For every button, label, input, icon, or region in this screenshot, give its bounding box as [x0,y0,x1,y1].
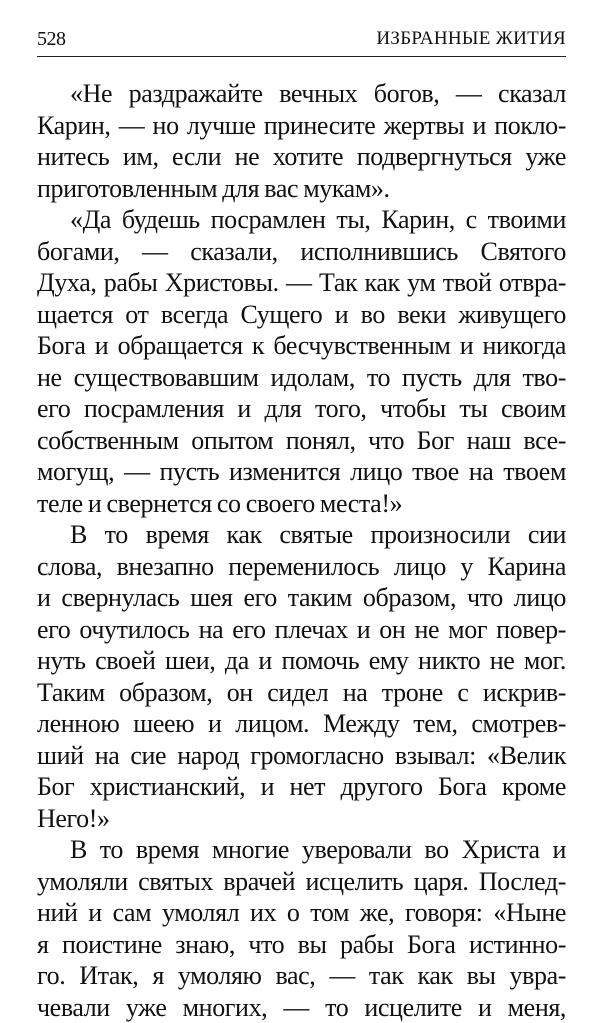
text-line: нитесь им, если не хотите подвергнуться уже [37,141,566,173]
text-line: его посрамления и для того, чтобы ты своим [37,393,566,425]
text-line: богами, — сказали, исполнившись Святого [37,236,566,268]
text-line: Бога и обращается к бесчувственным и никогда [37,330,566,362]
text-line: я поистине знаю, что вы рабы Бога истинно- [37,929,566,961]
text-line: собственным опытом понял, что Бог наш все- [37,425,566,457]
text-line: ний и сам умолял их о том же, говоря: «Ныне [37,897,566,929]
text-line: Бог христианский, и нет другого Бога кроме [37,771,566,803]
page-body [37,78,566,1023]
text-line: Него!» [37,803,566,835]
text-line: нуть своей шеи, да и помочь ему никто не мог. [37,645,566,677]
text-line: го. Итак, я умоляю вас, — так как вы увра- [37,960,566,992]
text-line: Таким образом, он сидел на троне с искрив- [37,677,566,709]
text-line: не существовавшим идолам, то пусть для тво- [37,362,566,394]
text-line: чевали уже многих, — то исцелите и меня, [37,992,566,1023]
running-title: ИЗБРАННЫЕ ЖИТИЯ [376,28,566,50]
text-line: ленною шеею и лицом. Между тем, смотрев- [37,708,566,740]
text-line: умоляли святых врачей исцелить царя. Послед- [37,866,566,898]
text-line: «Да будешь посрамлен ты, Карин, с твоими [37,204,566,236]
text-line: Духа, рабы Христовы. — Так как ум твой отвра- [37,267,566,299]
text-line: ший на сие народ громогласно взывал: «Велик [37,740,566,772]
page-number: 528 [37,28,66,51]
text-line: «Не раздражайте вечных богов, — сказал [37,78,566,110]
text-line: щается от всегда Сущего и во веки живущего [37,299,566,331]
text-line: теле и свернется со своего места!» [37,488,566,520]
text-line: Карин, — но лучше принесите жертвы и покло- [37,110,566,142]
text-line: приготовленным для вас мукам». [37,173,566,205]
text-line: В то время как святые произносили сии [37,519,566,551]
text-line: В то время многие уверовали во Христа и [37,834,566,866]
text-line: и свернулась шея его таким образом, что лицо [37,582,566,614]
text-line: могущ, — пусть изменится лицо твое на твоем [37,456,566,488]
running-header [37,28,566,57]
text-line: слова, внезапно переменилось лицо у Карина [37,551,566,583]
text-line: его очутилось на его плечах и он не мог повер- [37,614,566,646]
